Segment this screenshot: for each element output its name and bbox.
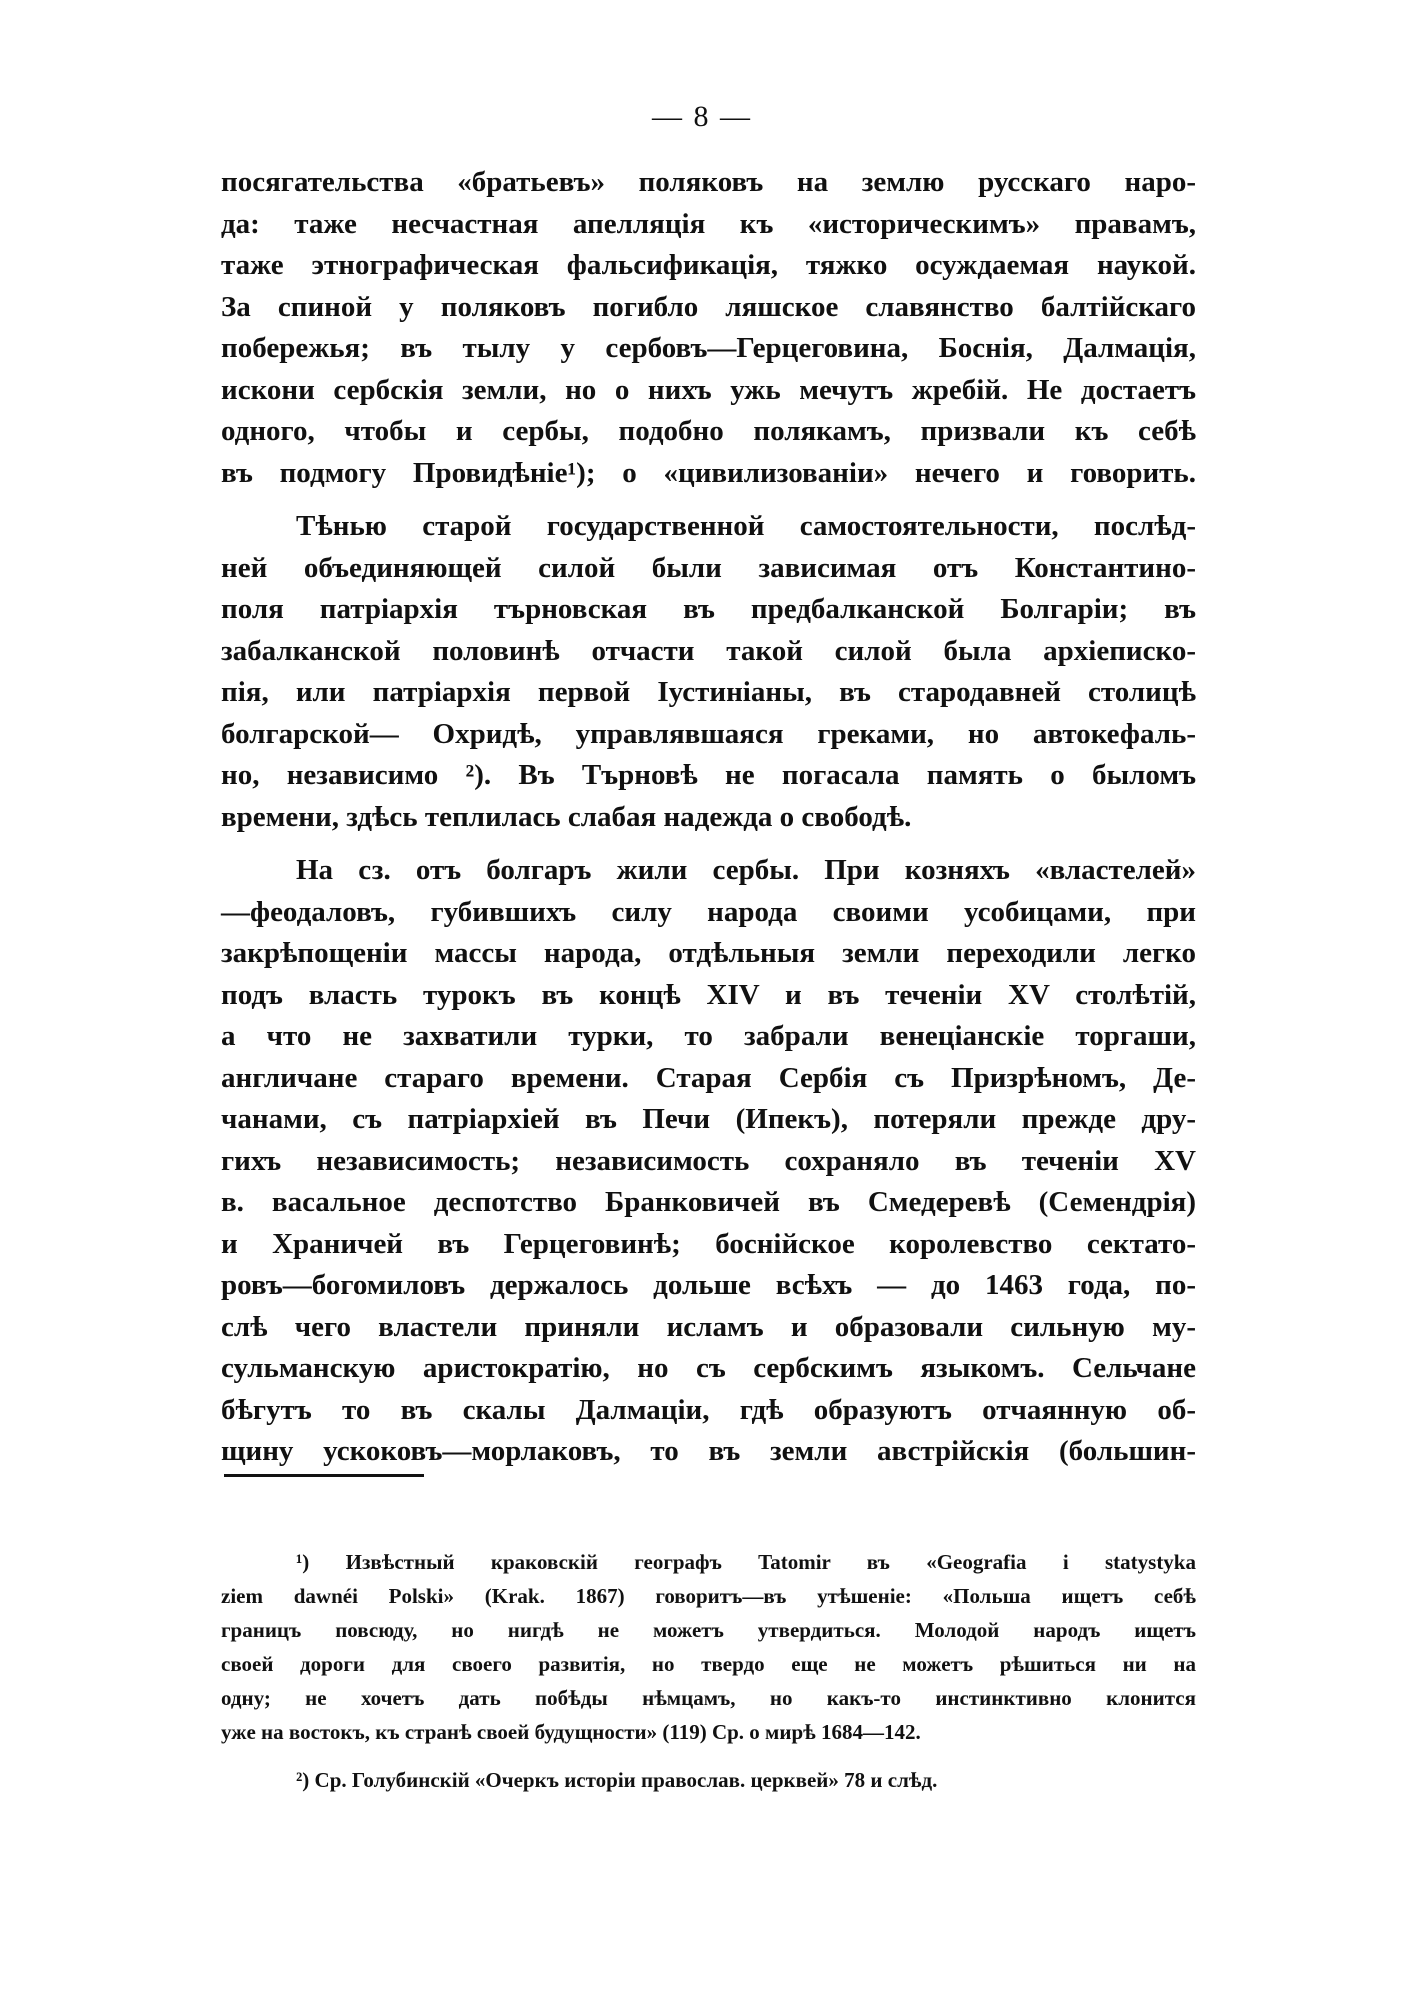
paragraph-3	[221, 850, 1196, 1473]
footnote-separator	[224, 1474, 424, 1477]
text-line: и Храничей въ Герцеговинѣ; боснійское королевство сектато-	[221, 1227, 1196, 1260]
paragraph-1	[221, 162, 1196, 494]
text-line: Тѣнью старой государственной самостоятельности, послѣд-	[296, 510, 1196, 542]
text-line: —феодаловъ, губившихъ силу народа своими усобицами, при	[221, 895, 1196, 928]
footnote-1	[221, 1545, 1196, 1749]
text-line: искони сербскія земли, но о нихъ ужь мечутъ жребій. Не достаетъ	[221, 373, 1196, 406]
page-number: — 8 —	[652, 100, 752, 133]
text-line: в. васальное деспотство Бранковичей въ Смедеревѣ (Семендрія)	[221, 1186, 1196, 1218]
text-line: болгарской— Охридѣ, управлявшаяся греками, но автокефаль-	[221, 717, 1196, 750]
footnote-line: границъ повсюду, но нигдѣ не можетъ утвердиться. Молодой народъ ищетъ	[221, 1618, 1196, 1642]
footnote-line: ¹) Извѣстный краковскій географъ Tatomir въ «Geografia i statystyka	[296, 1550, 1196, 1574]
text-line: таже этнографическая фальсификація, тяжко осуждаемая наукой.	[221, 249, 1196, 281]
text-line: посягательства «братьевъ» поляковъ на землю русскаго наро-	[221, 166, 1196, 198]
text-line: слѣ чего властели приняли исламъ и образовали сильную му-	[221, 1310, 1196, 1343]
text-line: подъ власть турокъ въ концѣ XIV и въ теченіи XV столѣтій,	[221, 978, 1196, 1011]
text-line: пія, или патріархія первой Іустиніаны, въ стародавней столицѣ	[221, 676, 1196, 708]
text-line: но, независимо ²). Въ Търновѣ не погасала память о быломъ	[221, 759, 1196, 791]
body-text	[221, 162, 1196, 1473]
footnote-line: ²) Ср. Голубинскій «Очеркъ исторіи православ. церквей» 78 и слѣд.	[296, 1768, 938, 1792]
text-line: На сз. отъ болгаръ жили сербы. При козняхъ «властелей»	[296, 854, 1196, 886]
footnote-line: одну; не хочетъ дать побѣды нѣмцамъ, но какъ-то инстинктивно клонится	[221, 1686, 1196, 1710]
text-line: а что не захватили турки, то забрали венеціанскіе торгаши,	[221, 1020, 1196, 1052]
text-line: времени, здѣсь теплилась слабая надежда о свободѣ.	[221, 800, 912, 833]
text-line: закрѣпощеніи массы народа, отдѣльныя земли переходили легко	[221, 937, 1196, 969]
text-line: чанами, съ патріархіей въ Печи (Ипекъ), потеряли прежде дру-	[221, 1103, 1196, 1135]
text-line: ровъ—богомиловъ держалось дольше всѣхъ — до 1463 года, по-	[221, 1269, 1196, 1301]
text-line: да: таже несчастная апелляція къ «историческимъ» правамъ,	[221, 207, 1196, 240]
text-line: щину ускоковъ—морлаковъ, то въ земли австрійскія (большин-	[221, 1435, 1196, 1467]
footnote-line: ужe на востокъ, къ странѣ своей будущности» (119) Ср. о мирѣ 1684—142.	[221, 1720, 921, 1744]
text-line: одного, чтобы и сербы, подобно полякамъ, призвали къ себѣ	[221, 415, 1196, 447]
text-line: англичане стараго времени. Старая Сербія съ Призрѣномъ, Де-	[221, 1061, 1196, 1094]
footnote-line: своей дороги для своего развитія, но твердо еще не можетъ рѣшиться ни на	[221, 1652, 1196, 1676]
text-line: въ подмогу Провидѣніе¹); о «цивилизованіи» нечего и говорить.	[221, 456, 1196, 489]
text-line: бѣгутъ то въ скалы Далмаціи, гдѣ образуютъ отчаянную об-	[221, 1393, 1196, 1426]
text-line: гихъ независимость; независимость сохраняло въ теченіи XV	[221, 1144, 1196, 1177]
text-line: За спиной у поляковъ погибло ляшское славянство балтійскаго	[221, 290, 1196, 323]
footnote-2	[221, 1763, 1196, 1797]
text-line: сульманскую аристократію, но съ сербскимъ языкомъ. Сельчане	[221, 1352, 1196, 1384]
text-line: ней объединяющей силой были зависимая отъ Константино-	[221, 551, 1196, 584]
footnote-line: ziem dawnéi Polski» (Krak. 1867) говоритъ—въ утѣшеніе: «Польша ищетъ себѣ	[221, 1584, 1196, 1608]
text-line: побережья; въ тылу у сербовъ—Герцеговина, Боснія, Далмація,	[221, 332, 1196, 364]
text-line: поля патріархія търновская въ предбалканской Болгаріи; въ	[221, 593, 1196, 625]
footnotes	[221, 1545, 1196, 1797]
paragraph-2	[221, 506, 1196, 838]
text-line: забалканской половинѣ отчасти такой силой была архіеписко-	[221, 634, 1196, 667]
